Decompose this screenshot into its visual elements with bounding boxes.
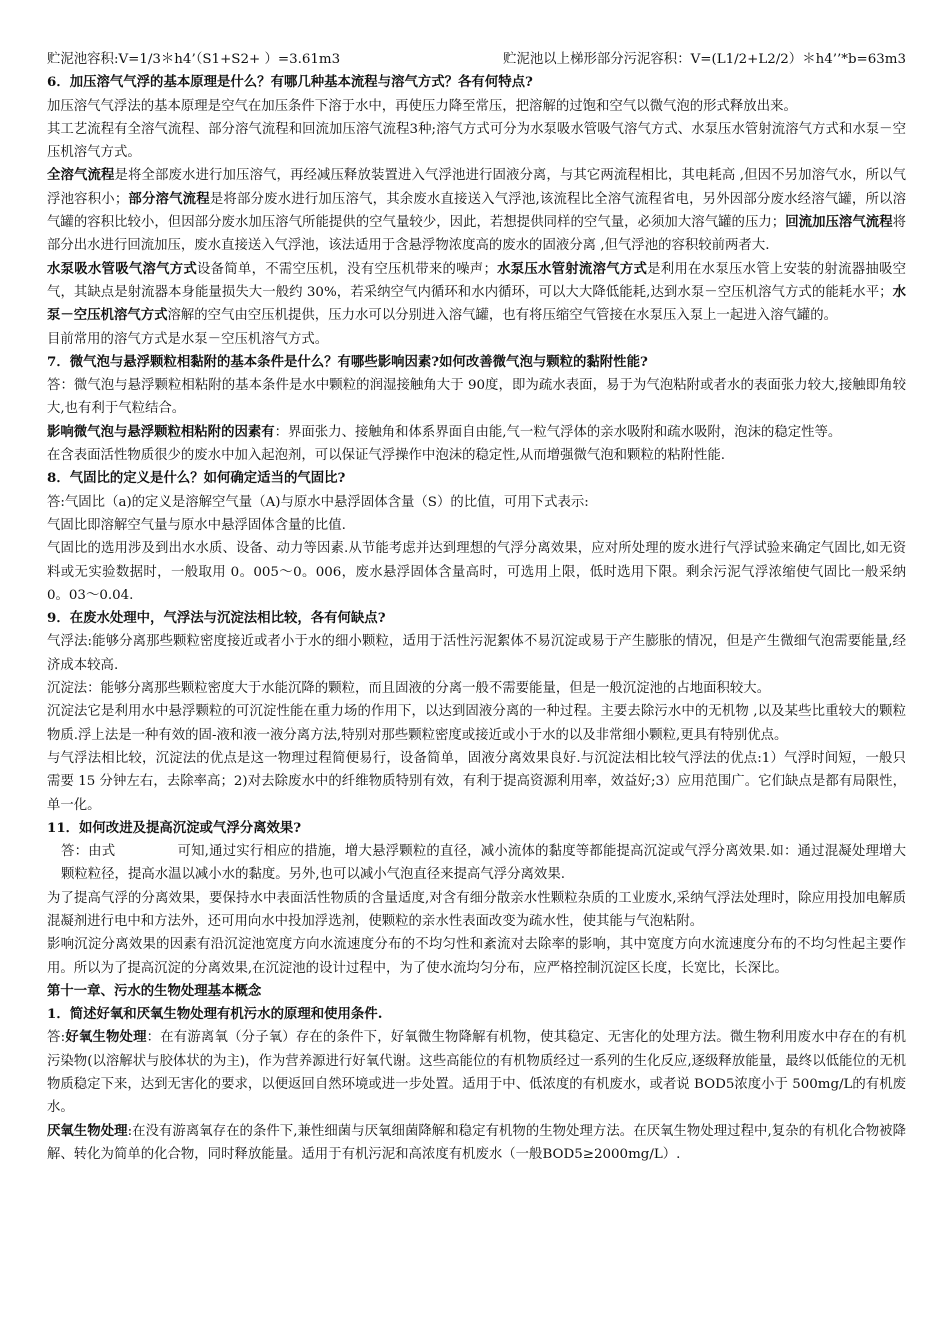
aerobic-label: 好氧生物处理 (65, 1029, 147, 1046)
factor-text: ：界面张力、接触角和体系界面自由能,气一粒气浮体的亲水吸附和疏水吸附，泡沫的稳定性等。 (274, 424, 842, 440)
anaerobic-label: 厌氧生物处理 (47, 1122, 128, 1139)
aerobic-treatment (47, 1026, 906, 1119)
q8-definition: 答:气固比（a)的定义是溶解空气量（A)与原水中悬浮固体含量（S）的比值，可用下式表示: (47, 494, 589, 510)
anaerobic-treatment (47, 1120, 906, 1167)
full-flow-text: 是将全部废水进行加压溶气，再经减压释放装置进入气浮池进行固液分离，与其它两流程相比，其电耗高 ,但因不另加溶气水，所以气浮池容积小； (47, 168, 907, 207)
q9-sedimentation-process: 沉淀法它是利用水中悬浮颗粒的可沉淀性能在重力场的作用下，以达到固液分离的一种过程。主要去除污水中的无机物 ,以及某些比重较大的颗粒物质.浮上法是一种有效的固-液和液一液分离方法,特别对那些颗粒密度或接近或小于水的以及非常细小颗粒,更具有特别优点。 (47, 704, 906, 743)
jet-method-text: 是利用在水泵压水管上安装的射流器抽吸空气，其缺点是射流器本身能量损失大一般约 30%，若采纳空气内循环和水内循环，可以大大降低能耗,达到水泵－空压机溶气方式的能耗水平； (47, 261, 907, 300)
question-7-title: 7．微气泡与悬浮颗粒相黏附的基本条件是什么？有哪些影响因素?如何改善微气泡与颗粒的黏附性能? (47, 353, 648, 370)
suction-method-label: 水泵吸水管吸气溶气方式 (47, 260, 198, 277)
partial-flow-label: 部分溶气流程 (128, 190, 210, 207)
aerobic-text: ：在有游离氧（分子氧）存在的条件下，好氧微生物降解有机物，使其稳定、无害化的处理方法。微生物利用废水中存在的有机污染物(以溶解状与胶体状的为主)，作为营养源进行好氧代谢。这些高能位的有机物质经过一系列的生化反应,逐级释放能量，最终以低能位的无机物质稳定下来，达到无害化的要求，以便返回自然环境或进一步处置。适用于中、低浓度的有机废水，或者说 BOD5浓度小于 500mg/L的有机废水。 (47, 1030, 907, 1116)
q9-comparison: 与气浮法相比较，沉淀法的优点是这一物理过程简便易行，设备简单，固液分离效果良好.与沉淀法相比较气浮法的优点:1）气浮时间短，一般只需要 15 分钟左右，去除率高；2)对去除废水中的纤维物质特别有效，有利于提高资源利用率，效益好;3）应用范围广。它们缺点是都有局限性，单一化。 (47, 750, 906, 813)
compressor-method-text: 溶解的空气由空压机提供，压力水可以分别进入溶气罐，也有将压缩空气管接在水泵压入泵上一起进入溶气罐的。 (167, 308, 838, 324)
suction-method-text: 设备简单，不需空压机，没有空压机带来的噪声； (197, 261, 497, 277)
anaerobic-text: :在没有游离氧存在的条件下,兼性细菌与厌氧细菌降解和稳定有机物的生物处理方法。在厌氧生物处理过程中,复杂的有机化合物被降解、转化为简单的化合物，同时释放能量。适用于有机污泥和高浓度有机废水（一般BOD5≥2000mg/L）. (47, 1123, 906, 1162)
question-6-title: 6．加压溶气气浮的基本原理是什么？有哪几种基本流程与溶气方式？各有何特点? (47, 74, 533, 91)
q8-ratio: 气固比即溶解空气量与原水中悬浮固体含量的比值. (47, 517, 346, 533)
q7-factors (47, 421, 906, 444)
q6-process-overview: 其工艺流程有全溶气流程、部分溶气流程和回流加压溶气流程3种;溶气方式可分为水泵吸水管吸气溶气方式、水泵压水管射流溶气方式和水泵－空压机溶气方式。 (47, 121, 906, 161)
partial-flow-text: 是将部分废水进行加压溶气，其余废水直接送入气浮池,该流程比全溶气流程省电，另外因部分废水经溶气罐，所以溶气罐的容积比较小，但因部分废水加压溶气所能提供的空气量较少，因此，若想提供同样的空气量，必须加大溶气罐的压力； (47, 191, 907, 231)
q6-conclusion: 目前常用的溶气方式是水泵－空压机溶气方式。 (47, 331, 329, 347)
answer-prefix: 答: (47, 1030, 66, 1046)
q6-process-details (47, 164, 906, 257)
question-9-title: 9．在废水处理中，气浮法与沉淀法相比较，各有何缺点? (47, 610, 386, 627)
q8-selection: 气固比的选用涉及到出水水质、设备、动力等因素.从节能考虑并达到理想的气浮分离效果，应对所处理的废水进行气浮试验来确定气固比,如无资料或无实验数据时，一般取用 0。005～0。006，废水悬浮固体含量高时，可选用上限，低时选用下限。剩余污泥气浮浓缩使气固比一般采纳 0。03～0.04. (47, 541, 906, 603)
q6-dissolving-methods (47, 258, 906, 328)
q11-flotation-improve: 为了提高气浮的分离效果，要保持水中表面活性物质的含量适度,对含有细分散亲水性颗粒杂质的工业废水,采纳气浮法处理时，除应用投加电解质混凝剂进行电中和方法外，还可用向水中投加浮选剂，使颗粒的亲水性表面改变为疏水性，使其能与气泡粘附。 (47, 890, 906, 929)
reflux-flow-label: 回流加压溶气流程 (785, 214, 893, 231)
q7-improvement: 在含表面活性物质很少的废水中加入起泡剂，可以保证气浮操作中泡沫的稳定性,从而增强微气泡和颗粒的粘附性能. (47, 448, 726, 464)
chapter-11-q1-title: 1．简述好氧和厌氧生物处理有机污水的原理和使用条件. (47, 1006, 383, 1023)
factor-label: 影响微气泡与悬浮颗粒相粘附的因素有 (47, 423, 275, 440)
q11-answer (47, 840, 906, 887)
q11-answer-text: 可知,通过实行相应的措施，增大悬浮颗粒的直径，减小流体的黏度等都能提高沉淀或气浮分离效果.如：通过混凝处理增大颗粒粒径，提高水温以减小水的黏度。另外,也可以减小气泡直径来提高气浮分离效果. (61, 844, 906, 883)
sludge-tank-volume: 贮泥池容积:V=1/3＊h4’（S1+S2+ ）=3.61m3 (47, 52, 341, 67)
q9-flotation: 气浮法:能够分离那些颗粒密度接近或者小于水的细小颗粒，适用于活性污泥絮体不易沉淀或易于产生膨胀的情况，但是产生微细气泡需要能量,经济成本较高. (47, 634, 906, 673)
q9-sedimentation: 沉淀法：能够分离那些颗粒密度大于水能沉降的颗粒，而且固液的分离一般不需要能量，但是一般沉淀池的占地面积较大。 (47, 681, 771, 697)
q7-answer: 答：微气泡与悬浮颗粒相粘附的基本条件是水中颗粒的润湿接触角大于 90度，即为疏水表面，易于为气泡粘附或者水的表面张力较大,接触即角较大,也有利于气粒结合。 (47, 378, 906, 417)
q6-principle: 加压溶气气浮法的基本原理是空气在加压条件下溶于水中，再使压力降至常压，把溶解的过饱和空气以微气泡的形式释放出来。 (47, 98, 797, 114)
compressor-method-label: 水泵－空压机溶气方式 (47, 283, 906, 324)
jet-method-label: 水泵压水管射流溶气方式 (496, 260, 648, 277)
q11-sedimentation-improve: 影响沉淀分离效果的因素有沿沉淀池宽度方向水流速度分布的不均匀性和紊流对去除率的影响，其中宽度方向水流速度分布的不均匀性起主要作用。所以为了提高沉淀的分离效果,在沉淀池的设计过程中，为了使水流均匀分布，应严格控制沉淀区长度，长宽比，长深比。 (47, 937, 906, 976)
trapezoid-sludge-volume: 贮泥池以上梯形部分污泥容积：V=(L1/2+L2/2）＊h4’’*b=63m3 (503, 52, 906, 67)
chapter-11-title: 第十一章、污水的生物处理基本概念 (47, 982, 262, 999)
question-8-title: 8．气固比的定义是什么？如何确定适当的气固比? (47, 470, 346, 487)
storage-volume-line (47, 48, 906, 71)
q11-answer-prefix: 答：由式 (61, 844, 116, 860)
reflux-flow-text: 将部分出水进行回流加压，废水直接送入气浮池，该法适用于含悬浮物浓度高的废水的固液分离 ,但气浮池的容积较前两者大. (47, 215, 907, 254)
question-11-title: 11．如何改进及提高沉淀或气浮分离效果? (47, 819, 302, 836)
full-flow-label: 全溶气流程 (47, 167, 115, 184)
